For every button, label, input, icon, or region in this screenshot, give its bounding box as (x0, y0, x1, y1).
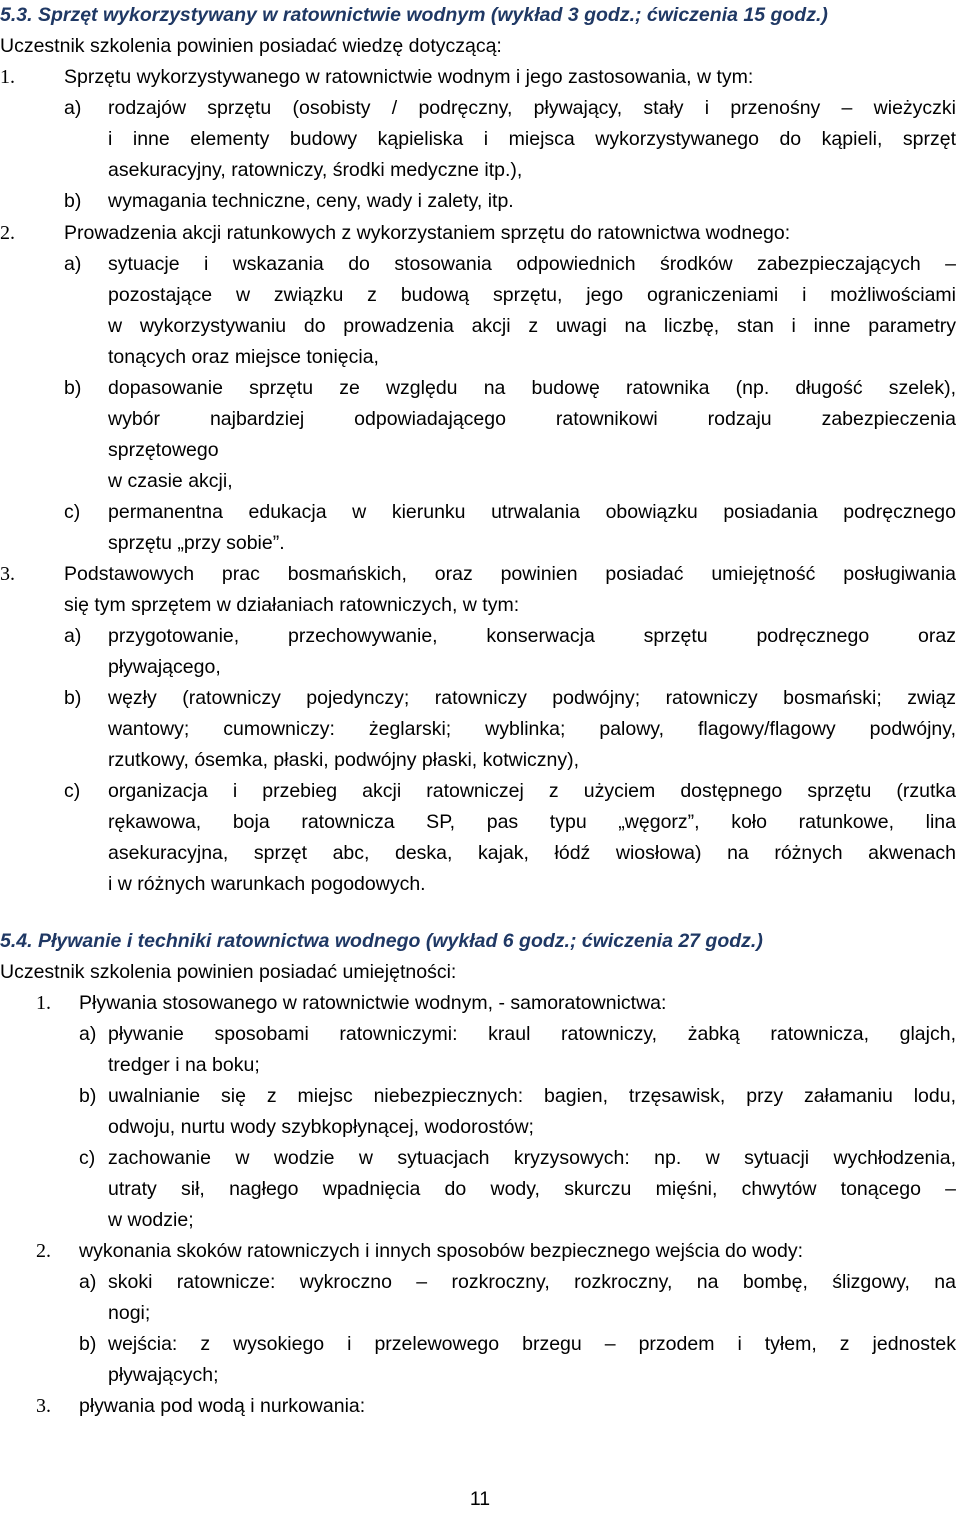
sublist-line: sprzętowego (108, 439, 219, 461)
sublist-line: utraty sił, nagłego wpadnięcia do wody, skurczu mięśni, chwytów tonącego – (108, 1178, 956, 1200)
sublist-line: odwoju, nurtu wody szybkopłynącej, wodorostów; (108, 1116, 534, 1138)
sublist-line: sprzętu „przy sobie”. (108, 532, 285, 554)
list-item-text: pływania pod wodą i nurkowania: (79, 1395, 366, 1417)
list-item-text: Sprzętu wykorzystywanego w ratownictwie wodnym i jego zastosowania, w tym: (64, 66, 754, 88)
list-number: 1. (0, 66, 15, 88)
sublist-line: węzły (ratowniczy pojedynczy; ratowniczy podwójny; ratowniczy bosmański; związ (108, 687, 956, 709)
section-heading-5-3: 5.3. Sprzęt wykorzystywany w ratownictwie wodnym (wykład 3 godz.; ćwiczenia 15 godz.) (0, 4, 828, 26)
list-item-text: Pływania stosowanego w ratownictwie wodnym, - samoratownictwa: (79, 992, 667, 1014)
sublist-marker: b) (64, 687, 82, 709)
list-item-text: wykonania skoków ratowniczych i innych sposobów bezpiecznego wejścia do wody: (79, 1240, 804, 1262)
sublist-line: skoki ratownicze: wykroczno – rozkroczny, rozkroczny, na bombę, ślizgowy, na (108, 1271, 956, 1293)
section-heading-5-4: 5.4. Pływanie i techniki ratownictwa wodnego (wykład 6 godz.; ćwiczenia 27 godz.) (0, 930, 763, 952)
sublist-line: w czasie akcji, (108, 470, 233, 492)
sublist-line: asekuracyjna, sprzęt abc, deska, kajak, łódź wiosłowa) na różnych akwenach (108, 842, 956, 864)
sublist-line: tonących oraz miejsce tonięcia, (108, 346, 379, 368)
sublist-marker: a) (79, 1023, 97, 1045)
sublist-marker: b) (64, 377, 82, 399)
sublist-line: pływających; (108, 1364, 219, 1386)
sublist-line: wantowy; cumowniczy: żeglarski; wyblinka; palowy, flagowy/flagowy podwójny, (108, 718, 956, 740)
sublist-line: wejścia: z wysokiego i przelewowego brzegu – przodem i tyłem, z jednostek (108, 1333, 956, 1355)
sublist-marker: a) (64, 253, 82, 275)
list-number: 1. (36, 992, 51, 1014)
list-number: 2. (0, 222, 15, 244)
sublist-line: wymagania techniczne, ceny, wady i zalety, itp. (108, 190, 514, 212)
sublist-line: rękawowa, boja ratownicza SP, pas typu „węgorz”, koło ratunkowe, lina (108, 811, 956, 833)
sublist-marker: c) (64, 780, 81, 802)
sublist-line: uwalnianie się z miejsc niebezpiecznych: bagien, trzęsawisk, przy załamaniu lodu, (108, 1085, 956, 1107)
sublist-line: organizacja i przebieg akcji ratowniczej z użyciem dostępnego sprzętu (rzutka (108, 780, 956, 802)
sublist-line: przygotowanie, przechowywanie, konserwacja sprzętu podręcznego oraz (108, 625, 956, 647)
sublist-marker: b) (79, 1333, 97, 1355)
list-item-text: się tym sprzętem w działaniach ratowniczych, w tym: (64, 594, 520, 616)
sublist-marker: a) (79, 1271, 97, 1293)
sublist-marker: a) (64, 97, 82, 119)
sublist-line: i inne elementy budowy kąpieliska i miejsca wykorzystywanego do kąpieli, sprzęt (108, 128, 956, 150)
sublist-line: pływanie sposobami ratowniczymi: kraul ratowniczy, żabką ratownicza, glajch, (108, 1023, 956, 1045)
sublist-line: w wykorzystywaniu do prowadzenia akcji z uwagi na liczbę, stan i inne parametry (108, 315, 956, 337)
sublist-line: nogi; (108, 1302, 151, 1324)
sublist-line: pływającego, (108, 656, 221, 678)
sublist-line: i w różnych warunkach pogodowych. (108, 873, 426, 895)
sublist-marker: c) (64, 501, 81, 523)
list-number: 3. (36, 1395, 51, 1417)
sublist-line: asekuracyjny, ratowniczy, środki medyczne itp.), (108, 159, 523, 181)
sublist-line: w wodzie; (108, 1209, 194, 1231)
sublist-line: zachowanie w wodzie w sytuacjach kryzysowych: np. w sytuacji wychłodzenia, (108, 1147, 956, 1169)
section-intro: Uczestnik szkolenia powinien posiadać umiejętności: (0, 961, 457, 983)
list-number: 2. (36, 1240, 51, 1262)
sublist-marker: a) (64, 625, 82, 647)
section-intro: Uczestnik szkolenia powinien posiadać wiedzę dotyczącą: (0, 35, 502, 57)
list-item-text: Podstawowych prac bosmańskich, oraz powinien posiadać umiejętność posługiwania (64, 563, 956, 585)
sublist-line: sytuacje i wskazania do stosowania odpowiednich środków zabezpieczających – (108, 253, 956, 275)
sublist-line: rodzajów sprzętu (osobisty / podręczny, pływający, stały i przenośny – wieżyczki (108, 97, 956, 119)
list-number: 3. (0, 563, 15, 585)
sublist-line: wybór najbardziej odpowiadającego ratownikowi rodzaju zabezpieczenia (108, 408, 956, 430)
sublist-marker: b) (64, 190, 82, 212)
sublist-line: tredger i na boku; (108, 1054, 260, 1076)
sublist-line: rzutkowy, ósemka, płaski, podwójny płaski, kotwiczny), (108, 749, 580, 771)
sublist-marker: b) (79, 1085, 97, 1107)
sublist-marker: c) (79, 1147, 96, 1169)
sublist-line: dopasowanie sprzętu ze względu na budowę ratownika (np. długość szelek), (108, 377, 956, 399)
sublist-line: pozostające w związku z budową sprzętu, jego ograniczeniami i możliwościami (108, 284, 956, 306)
sublist-line: permanentna edukacja w kierunku utrwalania obowiązku posiadania podręcznego (108, 501, 956, 523)
list-item-text: Prowadzenia akcji ratunkowych z wykorzystaniem sprzętu do ratownictwa wodnego: (64, 222, 791, 244)
page-number: 11 (469, 1488, 491, 1510)
